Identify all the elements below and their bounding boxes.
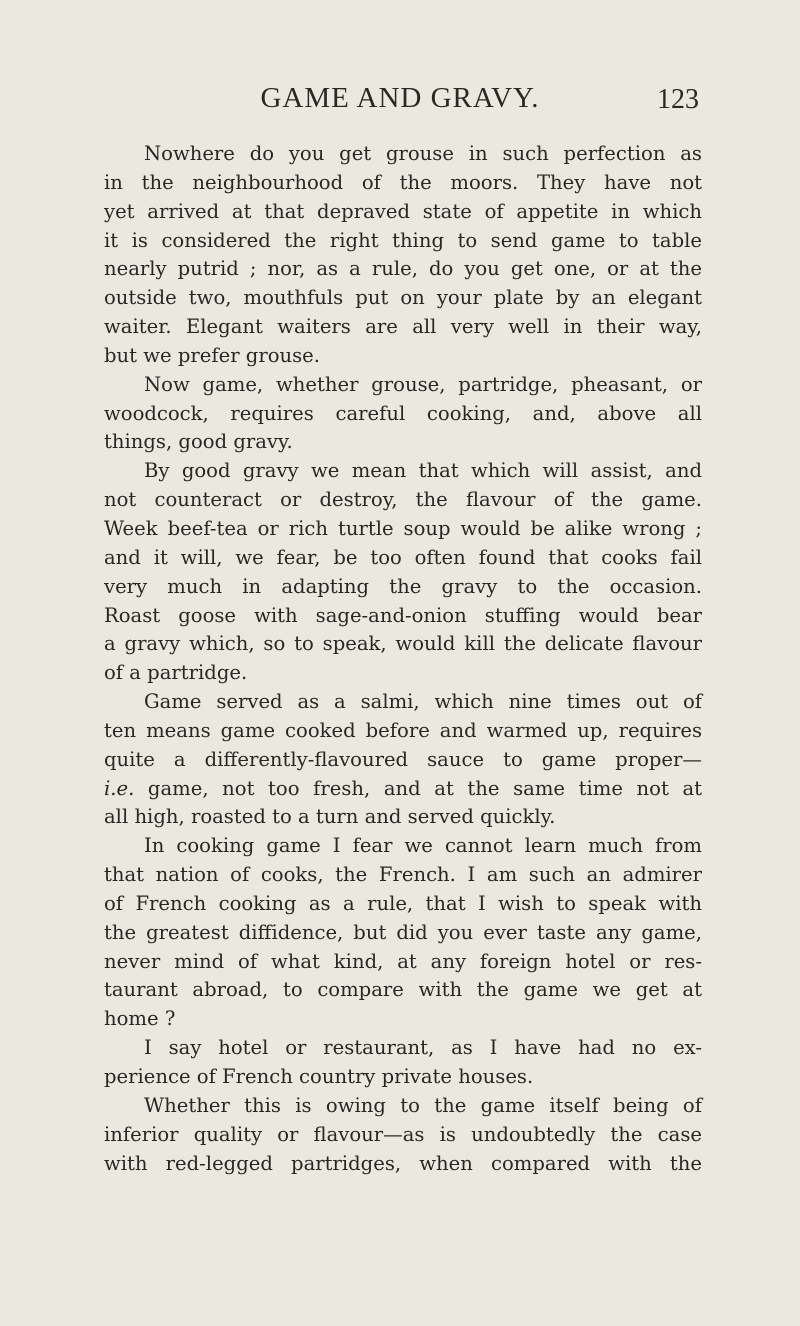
text-line: woodcock, requires careful cooking, and, above all — [104, 401, 702, 425]
text-line: nearly putrid ; nor, as a rule, do you get one, or at the — [104, 257, 702, 281]
text-line: yet arrived at that depraved state of appetite in which — [104, 199, 702, 223]
text-line: not counteract or destroy, the flavour of the game. — [104, 488, 702, 512]
text-line: that nation of cooks, the French. I am such an admirer — [104, 863, 702, 887]
text-line: with red-legged partridges, when compared with the — [104, 1151, 702, 1175]
text-line: Game served as a salmi, which nine times out of — [144, 690, 702, 714]
text-line: but we prefer grouse. — [104, 343, 321, 367]
text-line: Now game, whether grouse, partridge, pheasant, or — [144, 372, 702, 396]
paragraph — [64, 371, 702, 458]
text-line: Roast goose with sage-and-onion stuffing would bear — [104, 603, 702, 627]
text-line: By good gravy we mean that which will assist, and — [144, 459, 702, 483]
running-title: GAME AND GRAVY. — [260, 82, 540, 114]
text-line: outside two, mouthfuls put on your plate by an elegant — [104, 286, 702, 310]
text-line: of a partridge. — [104, 661, 248, 685]
text-line: and it will, we fear, be too often found that cooks fail — [104, 545, 702, 569]
paragraph — [64, 140, 702, 371]
text-line: of French cooking as a rule, that I wish to speak with — [104, 891, 702, 915]
text-line: taurant abroad, to compare with the game we get at — [104, 978, 702, 1002]
text-line: i.e. game, not too fresh, and at the same time not at — [104, 776, 702, 800]
text-line: inferior quality or flavour—as is undoubtedly the case — [104, 1122, 702, 1146]
paragraph — [64, 457, 702, 688]
italic-abbreviation: i.e. — [104, 776, 135, 800]
paragraph — [64, 688, 702, 832]
running-head — [0, 82, 800, 122]
paragraph — [64, 1092, 702, 1179]
text-line: Nowhere do you get grouse in such perfection as — [144, 142, 702, 165]
paragraph — [64, 1034, 702, 1092]
page-number: 123 — [657, 84, 699, 115]
text-line: perience of French country private houses. — [104, 1065, 534, 1088]
body-text — [64, 140, 702, 1178]
text-line: quite a differently-flavoured sauce to game proper— — [104, 747, 702, 771]
paragraph — [64, 832, 702, 1034]
text-line: ten means game cooked before and warmed up, requires — [104, 718, 702, 742]
text-line: very much in adapting the gravy to the occasion. — [104, 574, 702, 598]
text-line: all high, roasted to a turn and served quickly. — [104, 805, 556, 829]
text-line: waiter. Elegant waiters are all very well in their way, — [104, 315, 702, 339]
text-line: the greatest diffidence, but did you ever taste any game, — [104, 920, 702, 944]
text-line: a gravy which, so to speak, would kill the delicate flavour — [104, 632, 702, 656]
text-line: home ? — [104, 1007, 176, 1031]
text-line: things, good gravy. — [104, 430, 293, 454]
text-line: Week beef-tea or rich turtle soup would be alike wrong ; — [104, 516, 702, 540]
text-line: I say hotel or restaurant, as I have had no ex- — [144, 1036, 702, 1060]
text-line: In cooking game I fear we cannot learn much from — [144, 834, 702, 858]
text-line: Whether this is owing to the game itself being of — [144, 1093, 702, 1117]
text-line: never mind of what kind, at any foreign hotel or res- — [104, 949, 702, 973]
text-line: in the neighbourhood of the moors. They have not — [104, 170, 702, 194]
text-line: it is considered the right thing to send game to table — [104, 228, 702, 252]
